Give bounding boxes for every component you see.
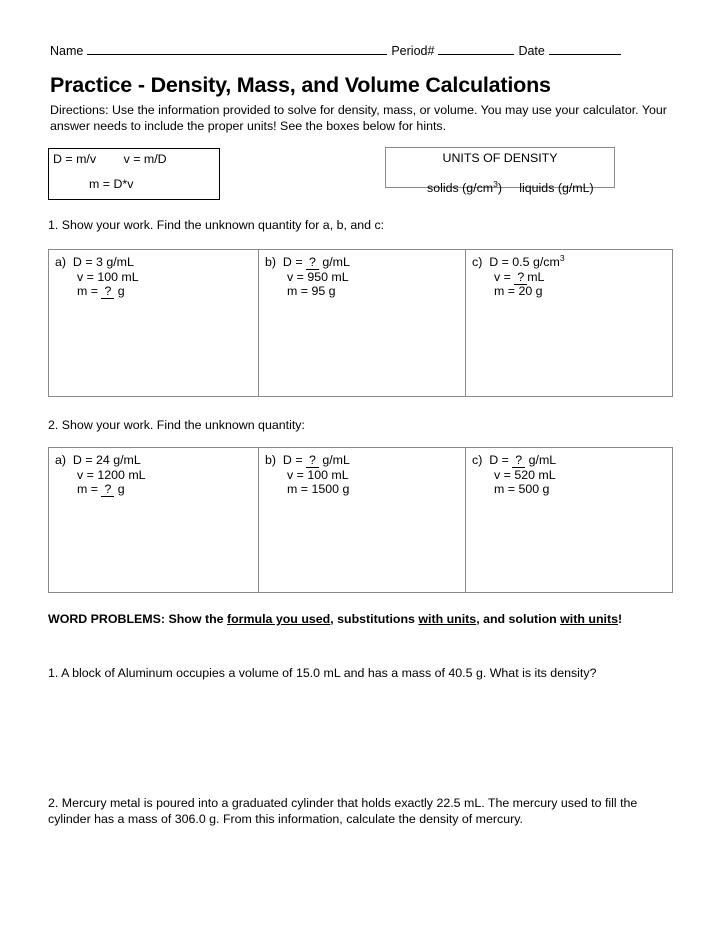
cell-2b-density-blank[interactable]: ? [306,453,319,468]
cell-2c-letter: c) [472,453,483,467]
cell-1a-mass-blank[interactable]: ? [101,284,114,299]
cell-2a-line3 [55,482,258,497]
word-problem-2: 2. Mercury metal is poured into a graduated cylinder that holds exactly 22.5 mL. The mercury used to fill the cylinder has a mass of 306.0 g. From this information, calculate the density of mercury. [48,796,638,826]
cell-1a-line3 [55,284,258,299]
units-hint-box [385,147,615,195]
period-label: Period# [391,44,435,58]
cell-2a-mass-blank[interactable]: ? [101,482,114,497]
page-title: Practice - Density, Mass, and Volume Calculations [50,73,551,97]
cell-2c-line3: m = 500 g [494,482,550,497]
solids-units-label: solids (g/cm [427,181,494,195]
cell-1b-line2: v = 950 mL [287,269,349,284]
cell-2b-line1 [265,453,465,468]
name-blank-line[interactable] [87,42,387,55]
cell-1b-line3: m = 95 g [287,284,336,299]
cell-1a-mass-unit: g [114,284,125,299]
cell-1b-density-unit: g/mL [318,255,350,269]
cell-1c-line1 [472,252,672,270]
cell-1b-density-label: D = [282,255,306,269]
table-cell-1c[interactable] [466,250,672,396]
cell-1a-mass-label: m = [77,284,102,299]
cell-2a-line2: v = 1200 mL [77,467,146,482]
wp-heading-part1: WORD PROBLEMS: Show the [48,612,227,626]
solids-units-close: ) [497,181,503,195]
cell-2b-density-label: D = [282,453,306,467]
cell-2b-line3: m = 1500 g [287,482,350,497]
cell-2c-line2: v = 520 mL [494,467,556,482]
liquids-units-label: liquids (g/mL) [519,181,594,195]
table-cell-2b[interactable] [259,448,466,592]
cell-1c-letter: c) [472,255,483,269]
cell-2b-density-unit: g/mL [318,453,350,467]
cell-2c-density-unit: g/mL [525,453,557,467]
date-label: Date [518,44,545,58]
period-blank-line[interactable] [438,42,514,55]
cell-2b-letter: b) [265,453,277,467]
formula-line-density-volume: D = m/v v = m/D [53,152,167,166]
wp-heading-part2: , substitutions [330,612,419,626]
solids-exponent: 3 [493,178,498,189]
table-cell-2a[interactable] [49,448,259,592]
cell-2a-line1 [55,453,258,468]
question-2-prompt: 2. Show your work. Find the unknown quantity: [48,418,305,432]
wp-heading-part3: , and solution [476,612,561,626]
wp-heading-underline-units-1: with units [418,612,477,626]
units-box-values [386,167,614,209]
units-box-title: UNITS OF DENSITY [442,151,558,165]
cell-2b-line2: v = 100 mL [287,467,349,482]
formula-hint-box [48,148,220,200]
cell-1c-density: D = 0.5 g/cm [489,255,560,269]
word-problem-1: 1. A block of Aluminum occupies a volume of 15.0 mL and has a mass of 40.5 g. What is its density? [48,666,597,680]
cell-1c-density-exponent: 3 [559,252,565,263]
cell-1b-density-blank[interactable]: ? [306,255,319,270]
wp-heading-exclamation: ! [618,612,623,626]
cell-2a-letter: a) [55,453,67,467]
cell-2a-density: D = 24 g/mL [72,453,141,467]
question-1-answer-table [48,249,673,397]
cell-2c-density-label: D = [489,453,513,467]
cell-1c-line3: m = 20 g [494,284,543,299]
cell-1a-letter: a) [55,255,67,269]
table-cell-2c[interactable] [466,448,672,592]
cell-1a-density: D = 3 g/mL [72,255,134,269]
cell-1a-line2: v = 100 mL [77,269,139,284]
question-2-answer-table [48,447,673,593]
formula-line-mass: m = D*v [89,177,134,191]
cell-2c-density-blank[interactable]: ? [512,453,525,468]
wp-heading-underline-units-2: with units [560,612,618,626]
cell-1c-volume-blank[interactable]: ? [514,270,527,285]
question-1-prompt: 1. Show your work. Find the unknown quantity for a, b, and c: [48,218,385,232]
cell-1c-volume-unit: mL [527,269,545,284]
wp-heading-underline-formula: formula you used [226,612,331,626]
cell-1a-line1 [55,255,258,270]
cell-1c-line2 [472,270,672,285]
name-label: Name [50,44,84,58]
date-blank-line[interactable] [549,42,621,55]
directions-text: Directions: Use the information provided to solve for density, mass, or volume. You may use your calculator. Your answer needs to include the proper units! See the boxes below for hints. [50,103,667,133]
cell-2a-mass-label: m = [77,482,102,497]
word-problems-heading [48,611,680,627]
cell-2c-line1 [472,453,672,468]
cell-1b-letter: b) [265,255,277,269]
cell-1b-line1 [265,255,465,270]
cell-1c-volume-label: v = [494,269,515,284]
student-info-row [50,42,676,62]
table-cell-1a[interactable] [49,250,259,396]
table-cell-1b[interactable] [259,250,466,396]
cell-2a-mass-unit: g [114,482,125,497]
